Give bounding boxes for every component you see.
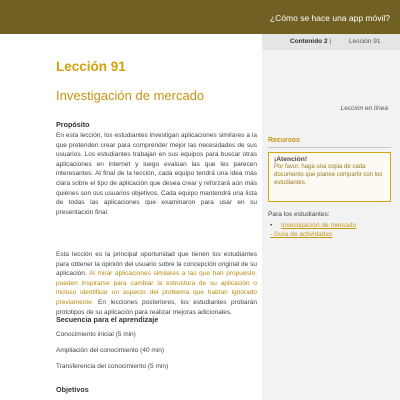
sequence-item-3: Transferencia del conocimiento (5 min) (56, 363, 169, 370)
resources-divider (268, 147, 391, 148)
purpose-paragraph: En esta lección, los estudiantes investigan aplicaciones similares a la que pretenden crear para comprender mejor las necesidades de sus usuarios. Los estudiantes trabajan en sus equipos para buscar otras aplicaciones en internet y luego evalúan las que les parecen interesantes. Al final de la lección, cada equipo tendrá una idea más clara sobre el tipo de aplicación que desea crear y reforzará aún más quiénes son sus usuarios objetivos. Cada equipo mantendrá una lista de todas las aplicaciones que examinaron para usar en su presentación final. (56, 132, 257, 216)
sequence-heading: Secuencia para el aprendizaje (56, 315, 159, 324)
purpose2-highlight: Al mirar aplicaciones similares a las que han propuesto, pueden inspirarse para cambiar la estructura de su aplicación o incluso identificar un aspecto del problema que habían ignorado previamente. (56, 270, 257, 306)
mode-label: Lección en línea (340, 105, 388, 112)
content-label: Contenido 2 (290, 38, 328, 45)
list-bullet: • (270, 222, 273, 229)
sequence-item-1: Conocimiento inicial (5 min) (56, 331, 136, 338)
purpose2-end: En lecciones posteriores, los estudiantes probarán prototipos de su aplicación para realizar mejoras adicionales. (56, 298, 257, 316)
sequence-item-2: Ampliación del conocimiento (40 min) (56, 347, 165, 354)
breadcrumb-content (290, 34, 331, 50)
for-students-label: Para los estudiantes: (268, 211, 330, 218)
breadcrumb-separator: | (329, 38, 332, 45)
section-title: Investigación de mercado (56, 88, 205, 103)
resources-heading: Recursos (268, 137, 300, 144)
objectives-heading: Objetivos (56, 385, 89, 394)
course-title: ¿Cómo se hace una app móvil? (269, 13, 390, 23)
purpose-heading: Propósito (56, 120, 90, 129)
purpose2-start: Esta lección es la principal oportunidad que tienen los estudiantes para obtener la opinión del usuario sobre la concepción original de su aplicación. (56, 251, 257, 278)
breadcrumb-lesson: Lección 91 (349, 38, 381, 45)
attention-title: ¡Atención! (274, 156, 308, 163)
attention-box (268, 152, 391, 202)
top-bar (0, 0, 400, 34)
breadcrumb (262, 34, 400, 50)
activity-guide-link[interactable]: - Guía de actividades (270, 231, 333, 239)
lesson-title: Lección 91 (56, 59, 126, 74)
market-research-link[interactable]: Investigación de mercado (281, 222, 357, 229)
attention-text: Por favor, haga una copia de cada documento que planee compartir con los estudiantes. (274, 164, 383, 186)
purpose-paragraph-2 (56, 250, 257, 317)
